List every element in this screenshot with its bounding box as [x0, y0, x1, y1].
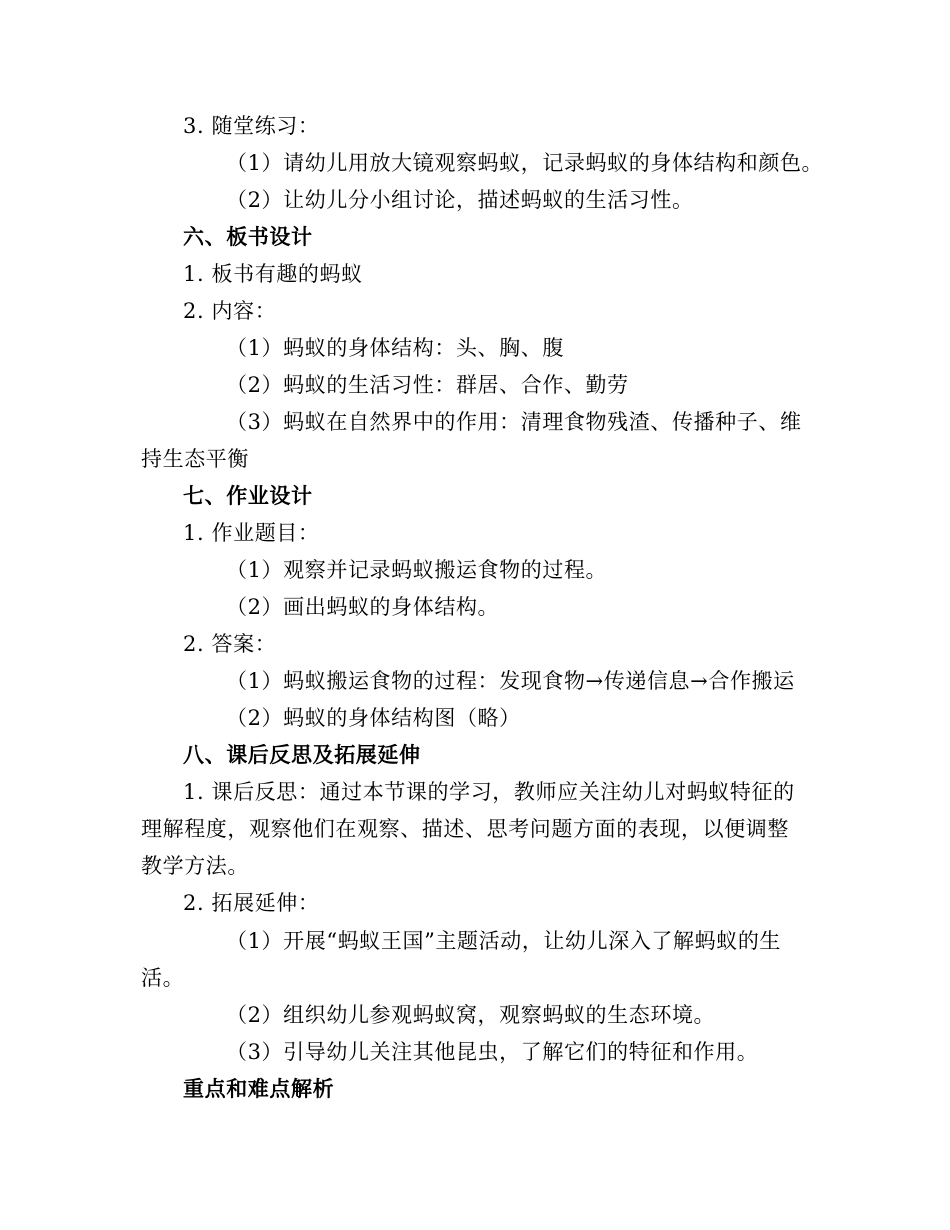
sub-item: （3）引导幼儿关注其他昆虫，了解它们的特征和作用。 [226, 1040, 759, 1064]
sub-item: （1）请幼儿用放大镜观察蚂蚁，记录蚂蚁的身体结构和颜色。 [226, 151, 824, 175]
list-item-practice: 3. 随堂练习： [183, 114, 320, 138]
sub-item: （2）让幼儿分小组讨论，描述蚂蚁的生活习性。 [226, 188, 694, 212]
section-heading: 六、板书设计 [183, 224, 313, 249]
sub-item: （1）观察并记录蚂蚁搬运食物的过程。 [226, 558, 608, 582]
list-item: 2. 内容： [183, 299, 277, 323]
list-item: 1. 板书有趣的蚂蚁 [183, 262, 363, 286]
sub-item: （2）蚂蚁的身体结构图（略） [226, 706, 521, 730]
paragraph-line: 教学方法。 [141, 854, 249, 878]
list-item: 1. 作业题目： [183, 521, 320, 545]
section-heading: 七、作业设计 [183, 483, 313, 508]
sub-item: （2）组织幼儿参观蚂蚁窝，观察蚂蚁的生态环境。 [226, 1003, 716, 1027]
sub-item: （1）蚂蚁的身体结构：头、胸、腹 [226, 336, 564, 360]
sub-item: （1）开展“蚂蚁王国”主题活动，让幼儿深入了解蚂蚁的生 [226, 929, 782, 953]
sub-item: （1）蚂蚁搬运食物的过程：发现食物→传递信息→合作搬运 [226, 669, 795, 693]
paragraph-continuation: 活。 [141, 966, 185, 990]
paragraph-line: 1. 课后反思：通过本节课的学习，教师应关注幼儿对蚂蚁特征的 [183, 780, 795, 804]
paragraph-line: 理解程度，观察他们在观察、描述、思考问题方面的表现，以便调整 [141, 817, 789, 841]
section-heading: 八、课后反思及拓展延伸 [183, 742, 421, 767]
sub-item: （2）画出蚂蚁的身体结构。 [226, 595, 500, 619]
sub-item: （3）蚂蚁在自然界中的作用：清理食物残渣、传播种子、维 [226, 410, 802, 434]
sub-item: （2）蚂蚁的生活习性：群居、合作、勤劳 [226, 373, 629, 397]
list-item: 2. 答案： [183, 632, 277, 656]
section-heading: 重点和难点解析 [183, 1076, 335, 1101]
paragraph-continuation: 持生态平衡 [141, 447, 249, 471]
list-item: 2. 拓展延伸： [183, 891, 320, 915]
